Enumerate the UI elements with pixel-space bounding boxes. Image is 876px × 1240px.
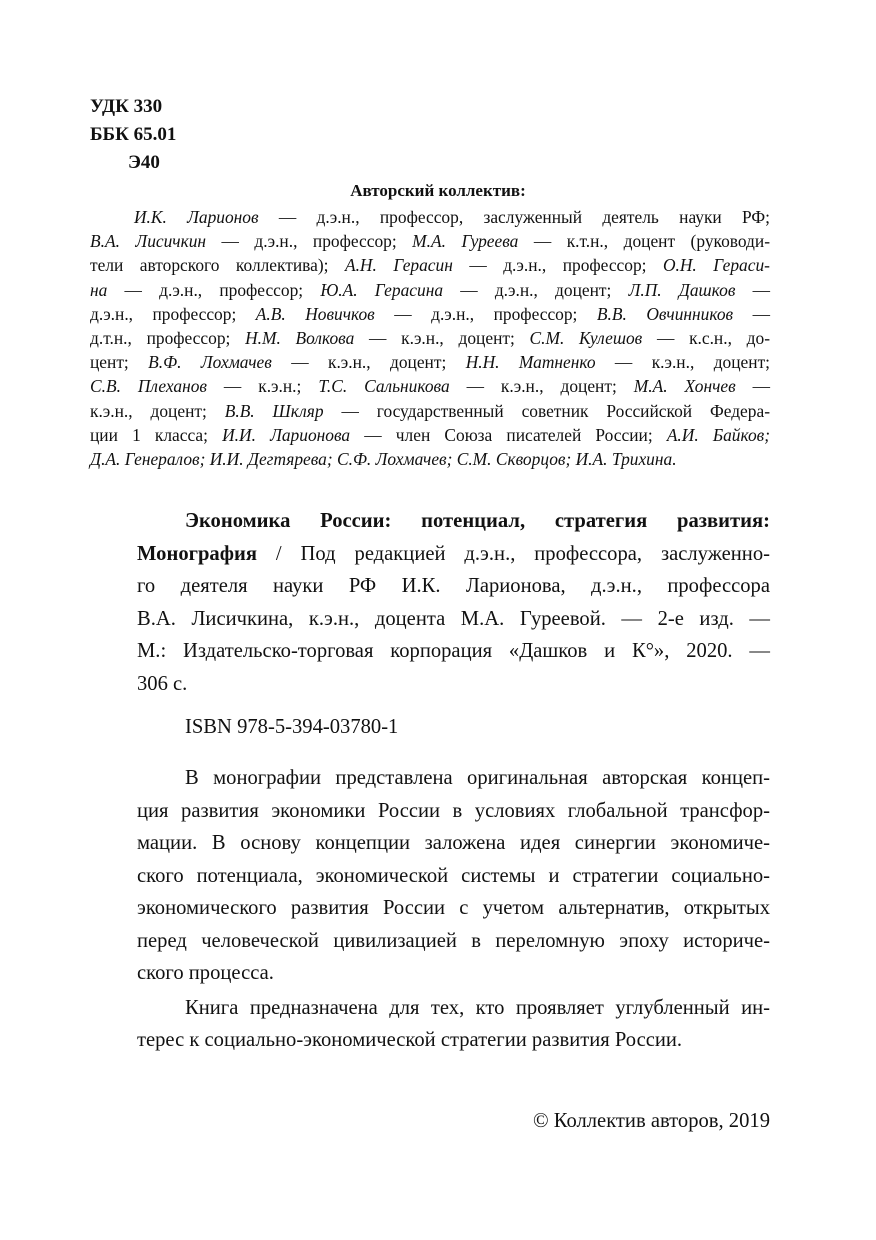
abstract-line: ция развития экономики России в условиях глобальной трансфор-: [137, 799, 770, 822]
author-line: [90, 423, 770, 447]
abstract-line: ского потенциала, экономической системы и стратегии социально-: [137, 864, 770, 887]
author-name: В.В. Шкляр: [224, 400, 324, 421]
author-credentials: — к.э.н., доцент;: [595, 352, 770, 373]
author-name: Ю.А. Герасина: [320, 279, 444, 300]
author-credentials: д.т.н., профессор;: [90, 328, 246, 349]
authors-section-title: Авторский коллектив:: [350, 181, 526, 200]
bbk-code: ББК 65.01: [90, 124, 177, 145]
author-name: А.И. Байков;: [666, 424, 770, 445]
author-line: [90, 350, 770, 374]
author-name: на: [90, 279, 108, 300]
biblio-text: М.: Издательско-торговая корпорация «Дашков и К°», 2020. —: [137, 640, 770, 662]
author-credentials: д.э.н., профессор;: [90, 303, 256, 324]
author-credentials: —: [735, 279, 770, 300]
author-line: [90, 278, 770, 302]
author-line: [90, 253, 770, 277]
udk-code: УДК 330: [90, 96, 163, 117]
biblio-text: го деятеля науки РФ И.К. Ларионова, д.э.н., профессора: [137, 575, 770, 597]
isbn: ISBN 978-5-394-03780-1: [185, 716, 399, 738]
author-credentials: — д.э.н., профессор, заслуженный деятель науки РФ;: [258, 207, 770, 227]
author-credentials: — к.т.н., доцент (руководи-: [518, 231, 771, 252]
biblio-text: 306 с.: [137, 672, 188, 695]
abstract-line: мации. В основу концепции заложена идея синергии экономиче-: [137, 832, 770, 854]
biblio-line: [137, 538, 770, 571]
biblio-line: [137, 505, 770, 538]
author-name: И.И. Ларионова: [222, 424, 351, 445]
abstract-line: терес к социально-экономической стратегии развития России.: [137, 1029, 683, 1051]
author-credentials: — д.э.н., профессор;: [206, 231, 413, 252]
author-name: М.А. Гуреева: [412, 231, 519, 252]
biblio-text: / Под редакцией д.э.н., профессора, заслуженно-: [256, 542, 770, 565]
author-credentials: — д.э.н., профессор;: [452, 255, 663, 276]
author-credentials: к.э.н., доцент;: [90, 400, 225, 421]
author-credentials: —: [735, 376, 771, 397]
abstract-line: экономического развития России с учетом альтернатив, открытых: [137, 897, 770, 919]
author-name: С.В. Плеханов: [90, 376, 207, 397]
author-credentials: — к.э.н., доцент;: [271, 352, 466, 373]
author-credentials: — к.э.н., доцент;: [354, 328, 530, 349]
biblio-line: [137, 635, 770, 668]
abstract-line: перед человеческой цивилизацией в переломную эпоху историче-: [137, 929, 770, 952]
authors-list: [90, 205, 770, 471]
author-line: [90, 205, 770, 229]
book-title-text: Экономика России: потенциал, стратегия развития:: [185, 510, 770, 532]
author-name: И.К. Ларионов: [134, 207, 259, 227]
biblio-line: [137, 570, 770, 603]
bibliographic-description: [137, 505, 770, 700]
author-credentials: — государственный советник Российской Федера-: [323, 400, 770, 421]
author-name: В.В. Овчинников: [596, 303, 734, 324]
abstract-line: ского процесса.: [137, 962, 274, 984]
author-credentials: — к.э.н.;: [206, 376, 319, 397]
author-name: Д.А. Генералов; И.И. Дегтярева; С.Ф. Лохмачев; С.М. Скворцов; И.А. Трихина.: [90, 449, 677, 470]
author-line: [90, 229, 770, 253]
author-name: Т.С. Сальникова: [318, 376, 450, 397]
biblio-text: В.А. Лисичкина, к.э.н., доцента М.А. Гуреевой. — 2-е изд. —: [137, 607, 770, 630]
author-credentials: — к.э.н., доцент;: [449, 376, 634, 397]
biblio-line: [137, 603, 770, 636]
abstract-line: Книга предназначена для тех, кто проявляет углубленный ин-: [185, 996, 770, 1019]
author-name: М.А. Хончев: [633, 376, 736, 397]
author-line: [90, 399, 770, 423]
author-credentials: —: [733, 303, 770, 324]
author-name: Л.П. Дашков: [628, 279, 736, 300]
author-name: О.Н. Гераси-: [662, 255, 770, 276]
author-name: Н.Н. Матненко: [465, 352, 596, 373]
author-name: А.Н. Герасин: [344, 255, 453, 276]
biblio-line: [137, 668, 770, 701]
author-credentials: тели авторского коллектива);: [90, 255, 345, 276]
author-name: С.М. Кулешов: [529, 328, 643, 349]
author-credentials: ции 1 класса;: [90, 424, 223, 445]
author-mark: Э40: [128, 152, 160, 173]
author-name: Н.М. Волкова: [245, 328, 355, 349]
author-name: В.Ф. Лохмачев: [148, 352, 272, 373]
abstract-line: В монографии представлена оригинальная авторская концеп-: [185, 767, 770, 789]
author-line: [90, 447, 770, 471]
author-name: В.А. Лисичкин: [90, 231, 207, 252]
author-line: [90, 326, 770, 350]
author-name: А.В. Новичков: [255, 303, 375, 324]
author-line: [90, 374, 770, 398]
book-title-text: Монография: [137, 542, 257, 565]
author-credentials: цент;: [90, 352, 149, 373]
copyright-notice: © Коллектив авторов, 2019: [532, 1110, 770, 1132]
author-credentials: — д.э.н., доцент;: [443, 279, 629, 300]
author-credentials: — д.э.н., профессор;: [374, 303, 597, 324]
author-line: [90, 302, 770, 326]
author-credentials: — к.с.н., до-: [642, 328, 770, 349]
author-credentials: — д.э.н., профессор;: [107, 279, 321, 300]
author-credentials: — член Союза писателей России;: [350, 424, 667, 445]
abstract: [137, 762, 770, 1057]
